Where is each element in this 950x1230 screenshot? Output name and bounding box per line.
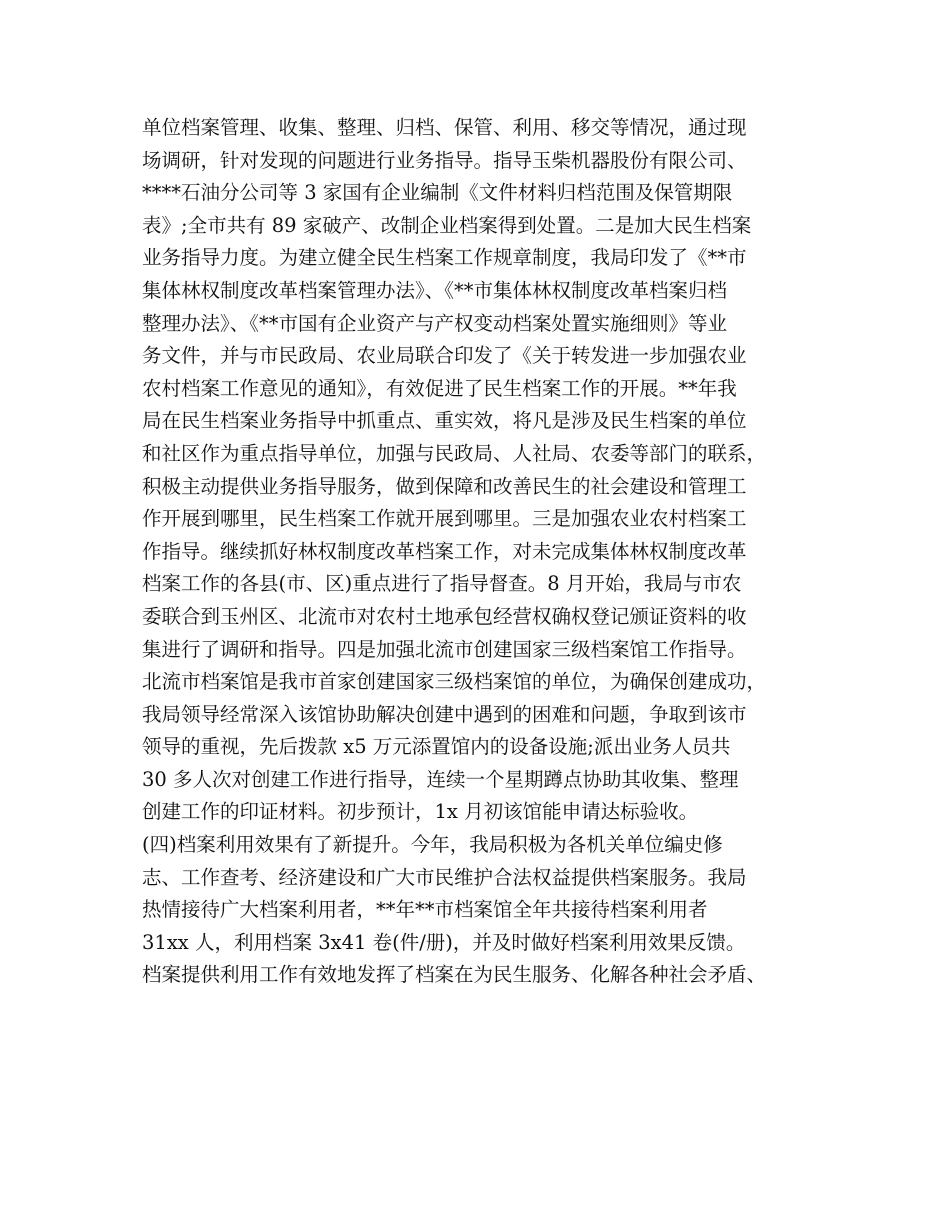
text-line: 领导的重视，先后拨款 x5 万元添置馆内的设备设施;派出业务人员共	[142, 735, 731, 759]
section-heading-line: (四)档案利用效果有了新提升。今年，我局积极为各机关单位编史修	[142, 833, 723, 857]
text-line: 北流市档案馆是我市首家创建国家三级档案馆的单位，为确保创建成功，	[142, 670, 767, 694]
text-line: 31xx 人，利用档案 3x41 卷(件/册)，并及时做好档案利用效果反馈。	[142, 930, 746, 954]
text-line: 30 多人次对创建工作进行指导，连续一个星期蹲点协助其收集、整理	[142, 767, 739, 791]
text-line: 委联合到玉州区、北流市对农村土地承包经营权确权登记颁证资料的收	[142, 604, 747, 628]
text-line: 积极主动提供业务指导服务，做到保障和改善民生的社会建设和管理工	[142, 474, 747, 498]
text-line: 和社区作为重点指导单位，加强与民政局、人社局、农委等部门的联系，	[142, 441, 767, 465]
text-line: 场调研，针对发现的问题进行业务指导。指导玉柴机器股份有限公司、	[142, 148, 747, 172]
text-line: 档案提供利用工作有效地发挥了档案在为民生服务、化解各种社会矛盾、	[142, 963, 767, 987]
text-line: 单位档案管理、收集、整理、归档、保管、利用、移交等情况，通过现	[142, 116, 747, 139]
text-line: 集体林权制度改革档案管理办法》、《**市集体林权制度改革档案归档	[142, 278, 728, 302]
text-line: 志、工作查考、经济建设和广大市民维护合法权益提供档案服务。我局	[142, 865, 747, 889]
text-line: 热情接待广大档案利用者，**年**市档案馆全年共接待档案利用者	[142, 898, 708, 922]
text-line: 业务指导力度。为建立健全民生档案工作规章制度，我局印发了《**市	[142, 246, 747, 270]
text-line: 档案工作的各县(市、区)重点进行了指导督查。8 月开始，我局与市农	[142, 572, 742, 596]
text-line: 作指导。继续抓好林权制度改革档案工作，对未完成集体林权制度改革	[142, 539, 747, 563]
body-text	[142, 112, 832, 992]
text-line: 表》;全市共有 89 家破产、改制企业档案得到处置。二是加大民生档案	[142, 213, 752, 237]
text-line: 作开展到哪里，民生档案工作就开展到哪里。三是加强农业农村档案工	[142, 507, 747, 531]
text-line: 我局领导经常深入该馆协助解决创建中遇到的困难和问题，争取到该市	[142, 702, 747, 726]
text-line: ****石油分公司等 3 家国有企业编制《文件材料归档范围及保管期限	[142, 181, 733, 205]
text-line: 集进行了调研和指导。四是加强北流市创建国家三级档案馆工作指导。	[142, 637, 747, 661]
text-line: 农村档案工作意见的通知》，有效促进了民生档案工作的开展。**年我	[142, 376, 737, 400]
text-line: 创建工作的印证材料。初步预计，1x 月初该馆能申请达标验收。	[142, 800, 699, 824]
text-line: 整理办法》、《**市国有企业资产与产权变动档案处置实施细则》等业	[142, 311, 728, 335]
text-line: 务文件，并与市民政局、农业局联合印发了《关于转发进一步加强农业	[142, 344, 747, 368]
text-line: 局在民生档案业务指导中抓重点、重实效，将凡是涉及民生档案的单位	[142, 409, 747, 433]
